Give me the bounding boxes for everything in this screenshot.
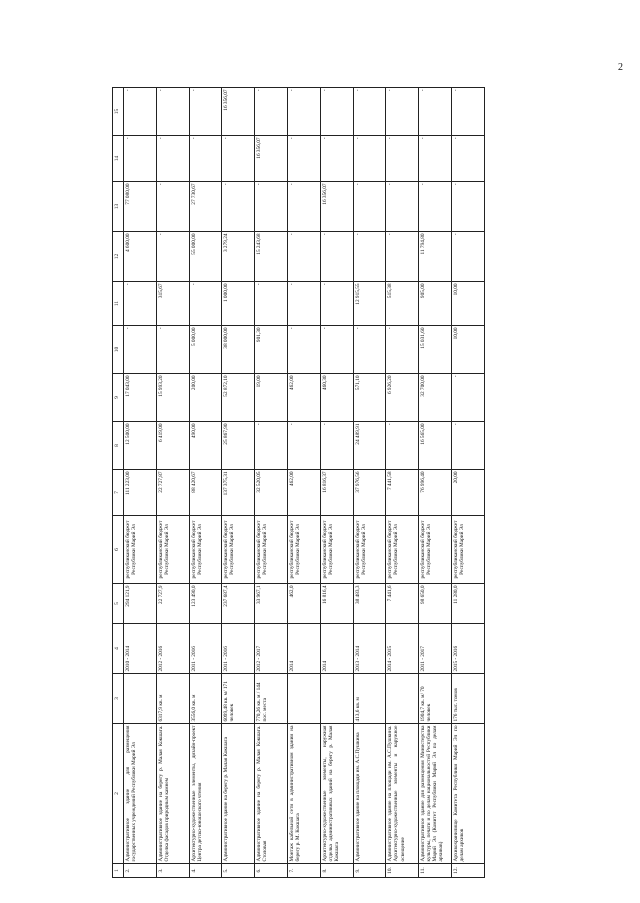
cell-v14: - [156, 136, 189, 182]
cell-v13: - [156, 182, 189, 232]
page-number: 2 [618, 62, 623, 73]
cell-v9: 571,10 [353, 374, 386, 422]
cell-v7: 88 420,67 [189, 470, 222, 516]
cell-size [320, 674, 353, 724]
cell-period: 2015 - 2016 [451, 624, 484, 674]
cell-v9: - [451, 374, 484, 422]
cell-v11: 905,00 [419, 282, 452, 326]
cell-size [287, 674, 320, 724]
table-body [124, 88, 485, 878]
cell-v13: 16 356,07 [320, 182, 353, 232]
cell-num: 12. [451, 864, 484, 878]
column-header: 12 [113, 232, 124, 282]
cell-v12: - [386, 232, 419, 282]
cell-v13: - [353, 182, 386, 232]
cell-v8: 6 419,00 [156, 422, 189, 470]
cell-period: 2012 - 2017 [255, 624, 288, 674]
cell-src: республиканский бюджет Республики Марий Эл [320, 516, 353, 584]
cell-c5: 123 490,0 [189, 584, 222, 624]
cell-src: республиканский бюджет Республики Марий Эл [156, 516, 189, 584]
cell-v14: - [451, 136, 484, 182]
cell-v12: - [287, 232, 320, 282]
cell-num: 9. [353, 864, 386, 878]
cell-v14: - [189, 136, 222, 182]
cell-v10: - [156, 326, 189, 374]
cell-v11: - [124, 282, 157, 326]
cell-size [124, 674, 157, 724]
cell-desc: Монтаж кабельной сети в административном здании на берегу р. М. Кокшага [287, 724, 320, 864]
column-header: 10 [113, 326, 124, 374]
cell-v14: - [222, 136, 255, 182]
column-header: 11 [113, 282, 124, 326]
cell-num: 8. [320, 864, 353, 878]
column-header: 14 [113, 136, 124, 182]
cell-v15: - [189, 88, 222, 136]
cell-v13: 27 730,67 [189, 182, 222, 232]
cell-v12: 11 794,80 [419, 232, 452, 282]
column-header: 4 [113, 624, 124, 674]
table-row [353, 88, 386, 878]
cell-period: 2010 - 2014 [124, 624, 157, 674]
cell-v13: - [386, 182, 419, 232]
cell-v15: - [156, 88, 189, 136]
cell-v9: 17 043,00 [124, 374, 157, 422]
cell-v15: - [320, 88, 353, 136]
cell-size: 413,6 кв. м [353, 674, 386, 724]
cell-v13: - [419, 182, 452, 232]
cell-v12: - [320, 232, 353, 282]
cell-v10: 15 031,60 [419, 326, 452, 374]
cell-v15: - [386, 88, 419, 136]
cell-v14: 16 356,07 [255, 136, 288, 182]
cell-src: республиканский бюджет Республики Марий Эл [419, 516, 452, 584]
cell-period: 2011 - 2016 [222, 624, 255, 674]
cell-v15: - [255, 88, 288, 136]
cell-v8: - [320, 422, 353, 470]
cell-v8: 24 489,91 [353, 422, 386, 470]
cell-v8: 490,00 [189, 422, 222, 470]
cell-size: 3556,0 кв. м [189, 674, 222, 724]
cell-src: республиканский бюджет Республики Марий Эл [189, 516, 222, 584]
column-header: 5 [113, 584, 124, 624]
cell-v11: 1 000,00 [222, 282, 255, 326]
cell-v7: 16 816,37 [320, 470, 353, 516]
cell-v10: - [353, 326, 386, 374]
cell-src: республиканский бюджет Республики Марий Эл [222, 516, 255, 584]
header-row [113, 88, 124, 878]
cell-v11: 10,00 [451, 282, 484, 326]
cell-v13: - [287, 182, 320, 232]
cell-v7: 7 441,58 [386, 470, 419, 516]
cell-num: 2. [124, 864, 157, 878]
cell-v9: 15 993,20 [156, 374, 189, 422]
cell-size: 1904,7 кв. м/ 70 человек [419, 674, 452, 724]
cell-num: 6. [255, 864, 288, 878]
cell-v10: 5 000,00 [189, 326, 222, 374]
column-header: 8 [113, 422, 124, 470]
cell-v15: - [287, 88, 320, 136]
cell-v15: - [419, 88, 452, 136]
rotated-table-container [112, 88, 612, 878]
cell-v9: 52 872,10 [222, 374, 255, 422]
cell-desc: Административное здание на берегу р. Малая Кокшага. Отделка фасадов природным камнем [156, 724, 189, 864]
cell-desc: Административное здание на площади им. А.С.Пушкина. Архитектурно-художественные элементы и наружное освещение [386, 724, 419, 864]
cell-period: 2012 - 2016 [156, 624, 189, 674]
cell-v11: - [287, 282, 320, 326]
cell-desc: Административное здание для размещения Министерства культуры, печати и по делам национальностей Республики Марий Эл (Комитет Республики Марий Эл по делам архивов) [419, 724, 452, 864]
cell-v13: - [255, 182, 288, 232]
table-row [419, 88, 452, 878]
cell-desc: Административное здание для размещения государственных учреждений Республики Марий Эл [124, 724, 157, 864]
cell-src: республиканский бюджет Республики Марий Эл [451, 516, 484, 584]
cell-src: республиканский бюджет Республики Марий Эл [287, 516, 320, 584]
cell-v10: 901,30 [255, 326, 288, 374]
cell-size: 176 тыс. томов [451, 674, 484, 724]
table-row [320, 88, 353, 878]
cell-size: 6099,48 кв. м/ 171 человек [222, 674, 255, 724]
table-row [124, 88, 157, 878]
cell-c5: 11 280,0 [451, 584, 484, 624]
cell-desc: Административное здание на площади им. А.С.Пушкина [353, 724, 386, 864]
cell-c5: 462,0 [287, 584, 320, 624]
cell-v11: 515,38 [386, 282, 419, 326]
cell-num: 10. [386, 864, 419, 878]
cell-v8: - [451, 422, 484, 470]
cell-c5: 294 121,9 [124, 584, 157, 624]
cell-desc: Архитектурно-художественные элементы, дизайн-проект Центра детско-юношеского чтения [189, 724, 222, 864]
cell-src: республиканский бюджет Республики Марий Эл [386, 516, 419, 584]
cell-v12: - [156, 232, 189, 282]
cell-v12: - [451, 232, 484, 282]
table-row [222, 88, 255, 878]
column-header: 3 [113, 674, 124, 724]
cell-num: 5. [222, 864, 255, 878]
cell-c5: 7 441,6 [386, 584, 419, 624]
cell-num: 4. [189, 864, 222, 878]
cell-v14: - [386, 136, 419, 182]
cell-v11: - [320, 282, 353, 326]
cell-v12: 3 279,24 [222, 232, 255, 282]
cell-v7: 37 976,56 [353, 470, 386, 516]
cell-v14: - [320, 136, 353, 182]
cell-v11: - [189, 282, 222, 326]
cell-v11: 315,67 [156, 282, 189, 326]
cell-v9: 6 926,20 [386, 374, 419, 422]
column-header: 2 [113, 724, 124, 864]
table-row [451, 88, 484, 878]
column-header: 9 [113, 374, 124, 422]
cell-v13: - [222, 182, 255, 232]
table-row [287, 88, 320, 878]
cell-v15: - [124, 88, 157, 136]
cell-v8: 25 867,90 [222, 422, 255, 470]
cell-v10: - [320, 326, 353, 374]
cell-v14: - [419, 136, 452, 182]
cell-v9: 19,00 [255, 374, 288, 422]
cell-v10: - [386, 326, 419, 374]
cell-v13: 77 080,00 [124, 182, 157, 232]
cell-v12: 15 243,68 [255, 232, 288, 282]
cell-c5: 16 816,4 [320, 584, 353, 624]
cell-period: 2013 - 2014 [353, 624, 386, 674]
cell-period: 2011 - 2017 [419, 624, 452, 674]
cell-num: 11. [419, 864, 452, 878]
cell-v9: 32 700,00 [419, 374, 452, 422]
cell-period: 2014 [287, 624, 320, 674]
table-row [255, 88, 288, 878]
cell-v15: 16 356,07 [222, 88, 255, 136]
cell-src: республиканский бюджет Республики Марий Эл [124, 516, 157, 584]
cell-v10: 10,00 [451, 326, 484, 374]
cell-v15: - [353, 88, 386, 136]
cell-desc: Административное здание на берегу р. Малая Кокшага. Столовая [255, 724, 288, 864]
cell-v7: 137 375,31 [222, 470, 255, 516]
cell-num: 3. [156, 864, 189, 878]
cell-v11: - [255, 282, 288, 326]
cell-v7: 32 520,05 [255, 470, 288, 516]
cell-size: 770,26 кв. м / 144 пос. места [255, 674, 288, 724]
cell-desc: Архитектурно-художественные элементы, наружная отделка административных зданий на берегу р. Малая Кокшага [320, 724, 353, 864]
cell-c5: 38 483,3 [353, 584, 386, 624]
table-row [386, 88, 419, 878]
cell-v7: 22 727,87 [156, 470, 189, 516]
cell-v8: 12 500,00 [124, 422, 157, 470]
cell-size [386, 674, 419, 724]
cell-v14: - [353, 136, 386, 182]
cell-num: 7. [287, 864, 320, 878]
cell-v15: - [451, 88, 484, 136]
cell-v12: 4 600,00 [124, 232, 157, 282]
cell-v8: - [287, 422, 320, 470]
cell-v10: - [124, 326, 157, 374]
column-header: 13 [113, 182, 124, 232]
cell-src: республиканский бюджет Республики Марий Эл [353, 516, 386, 584]
column-header: 1 [113, 864, 124, 878]
cell-v9: 460,30 [320, 374, 353, 422]
cell-src: республиканский бюджет Республики Марий Эл [255, 516, 288, 584]
cell-desc: Архивохранилище Комитета Республики Марий Эл по делам архивов [451, 724, 484, 864]
cell-v9: 200,00 [189, 374, 222, 422]
cell-v11: 12 915,55 [353, 282, 386, 326]
cell-c5: 98 650,0 [419, 584, 452, 624]
cell-period: 2011 - 2016 [189, 624, 222, 674]
cell-c5: 237 687,4 [222, 584, 255, 624]
cell-period: 2014 - 2015 [386, 624, 419, 674]
cell-v14: - [287, 136, 320, 182]
table-row [156, 88, 189, 878]
table-row [189, 88, 222, 878]
cell-v7: 20,00 [451, 470, 484, 516]
cell-v7: 462,00 [287, 470, 320, 516]
cell-c5: 22 727,9 [156, 584, 189, 624]
column-header: 6 [113, 516, 124, 584]
cell-v8: - [386, 422, 419, 470]
cell-v8: 16 565,00 [419, 422, 452, 470]
cell-c5: 33 967,1 [255, 584, 288, 624]
cell-v7: 76 996,40 [419, 470, 452, 516]
cell-v10: 38 000,00 [222, 326, 255, 374]
cell-v13: - [451, 182, 484, 232]
cell-desc: Административное здание на берегу р. Малая Кокшага [222, 724, 255, 864]
cell-v12: - [353, 232, 386, 282]
cell-v7: 111 223,00 [124, 470, 157, 516]
cell-v12: 55 000,00 [189, 232, 222, 282]
column-header: 7 [113, 470, 124, 516]
cell-v14: - [124, 136, 157, 182]
column-header: 15 [113, 88, 124, 136]
cell-period: 2014 [320, 624, 353, 674]
cell-v8: - [255, 422, 288, 470]
cell-v9: 462,00 [287, 374, 320, 422]
cell-size: 6317,9 кв. м [156, 674, 189, 724]
cell-v10: - [287, 326, 320, 374]
investment-table [112, 87, 485, 878]
